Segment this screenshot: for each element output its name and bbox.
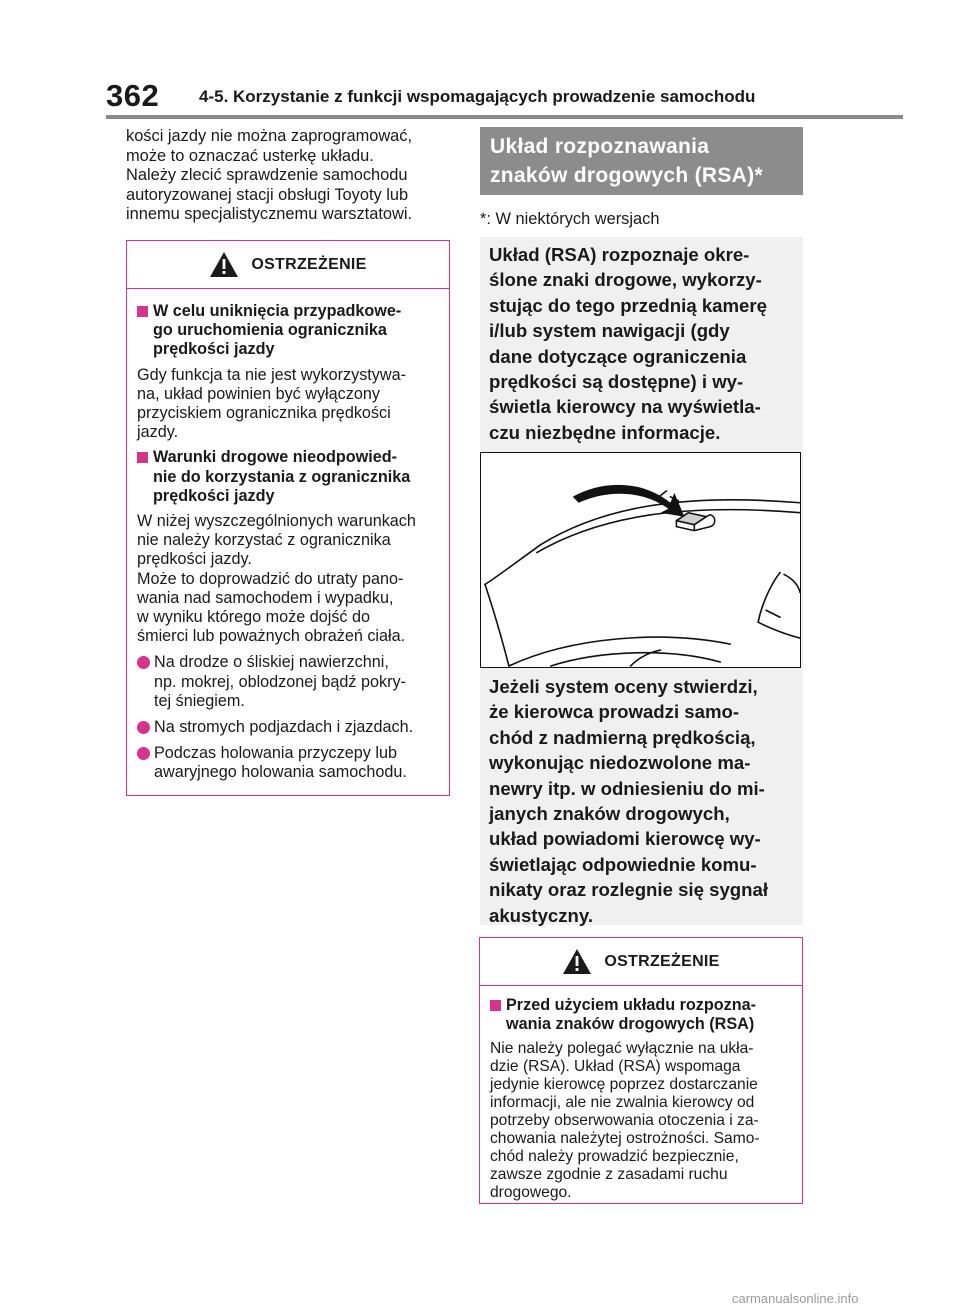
square-bullet-icon [490,1000,501,1011]
left-column [126,127,449,225]
info-text-top: Układ (RSA) rozpoznaje okre- ślone znaki drogowe, wykorzy- stując do tego przednią kamerę i/lub system nawigacji (gdy dane dotyczące ograniczenia prędkości są dostępne) i wy- świetla kierowcy na wyświetla- czu niezbędne informacje. [489,244,767,443]
warning-box-rsa [479,937,803,1204]
warning-heading: W celu uniknięcia przypadkowe- go uruchomienia ogranicznika prędkości jazdy [137,302,440,360]
square-bullet-icon [137,306,148,317]
watermark: carmanualsonline.info [732,1291,859,1306]
chapter-title: 4-5. Korzystanie z funkcji wspomagających prowadzenie samochodu [199,87,756,106]
warning-triangle-icon [209,251,239,278]
section-title: Układ rozpoznawania znaków drogowych (RSA)* [480,127,803,195]
round-bullet-icon [137,747,150,760]
warning-triangle-icon [562,948,592,975]
info-box [480,237,803,925]
warning-box-speed-limiter [126,240,450,796]
warning-bullet: Na drodze o śliskiej nawierzchni, np. mokrej, oblodzonej bądź pokry- tej śniegiem. [137,653,440,711]
windshield-drawing [481,453,800,667]
page-header [106,78,903,118]
warning-header [127,241,449,289]
square-bullet-icon [137,452,148,463]
warning-heading: Warunki drogowe nieodpowied- nie do korzystania z ogranicznika prędkości jazdy [137,448,440,506]
warning-paragraph: Gdy funkcja ta nie jest wykorzystywa- na, układ powinien być wyłączony przyciskiem ogranicznika prędkości jazdy. [137,365,406,442]
warning-title: OSTRZEŻENIE [251,255,367,273]
warning-body [127,289,449,799]
page-number: 362 [106,78,160,113]
warning-heading: Przed użyciem układu rozpozna- wania znaków drogowych (RSA) [490,996,793,1034]
round-bullet-icon [137,656,150,669]
warning-paragraph: Nie należy polegać wyłącznie na ukła- dzie (RSA). Układ (RSA) wspomaga jedynie kierowcę poprzez dostarczanie informacji, ale nie zwalnia kierowcy od potrzeby obserwowania otoczenia i za- chowania należytej ostrożności. Samo- chód należy prowadzić bezpiecznie, zawsze zgodnie z zasadami ruchu drogowego. [490,1040,760,1202]
warning-bullet: Na stromych podjazdach i zjazdach. [137,718,440,737]
footnote: *: W niektórych wersjach [480,210,660,228]
warning-body [480,986,802,1218]
intro-text: kości jazdy nie można zaprogramować, może to oznaczać usterkę układu. Należy zlecić sprawdzenie samochodu autoryzowanej stacji obsługi Toyoty lub innemu specjalistycznemu warsztatowi. [126,127,413,224]
warning-bullet: Podczas holowania przyczepy lub awaryjnego holowania samochodu. [137,744,440,782]
warning-paragraph: W niżej wyszczególnionych warunkach nie należy korzystać z ogranicznika prędkości jazdy. Może to doprowadzić do utraty pano- wania nad samochodem i wypadku, w wyniku którego może dojść do śmierci lub poważnych obrażeń ciała. [137,512,416,646]
warning-header [480,938,802,986]
round-bullet-icon [137,721,150,734]
header-rule [106,115,903,119]
warning-title: OSTRZEŻENIE [604,952,720,970]
info-text-bottom: Jeżeli system oceny stwierdzi, że kierowca prowadzi samo- chód z nadmierną prędkością, wykonując niedozwolone ma- newry itp. w odniesieniu do mi- janych znaków drogowych, układ powiadomi kierowcę wy- świetlając odpowiednie komu- nikaty oraz rozlegnie się sygnał akustyczny. [489,676,769,926]
windshield-camera-illustration [480,452,801,668]
